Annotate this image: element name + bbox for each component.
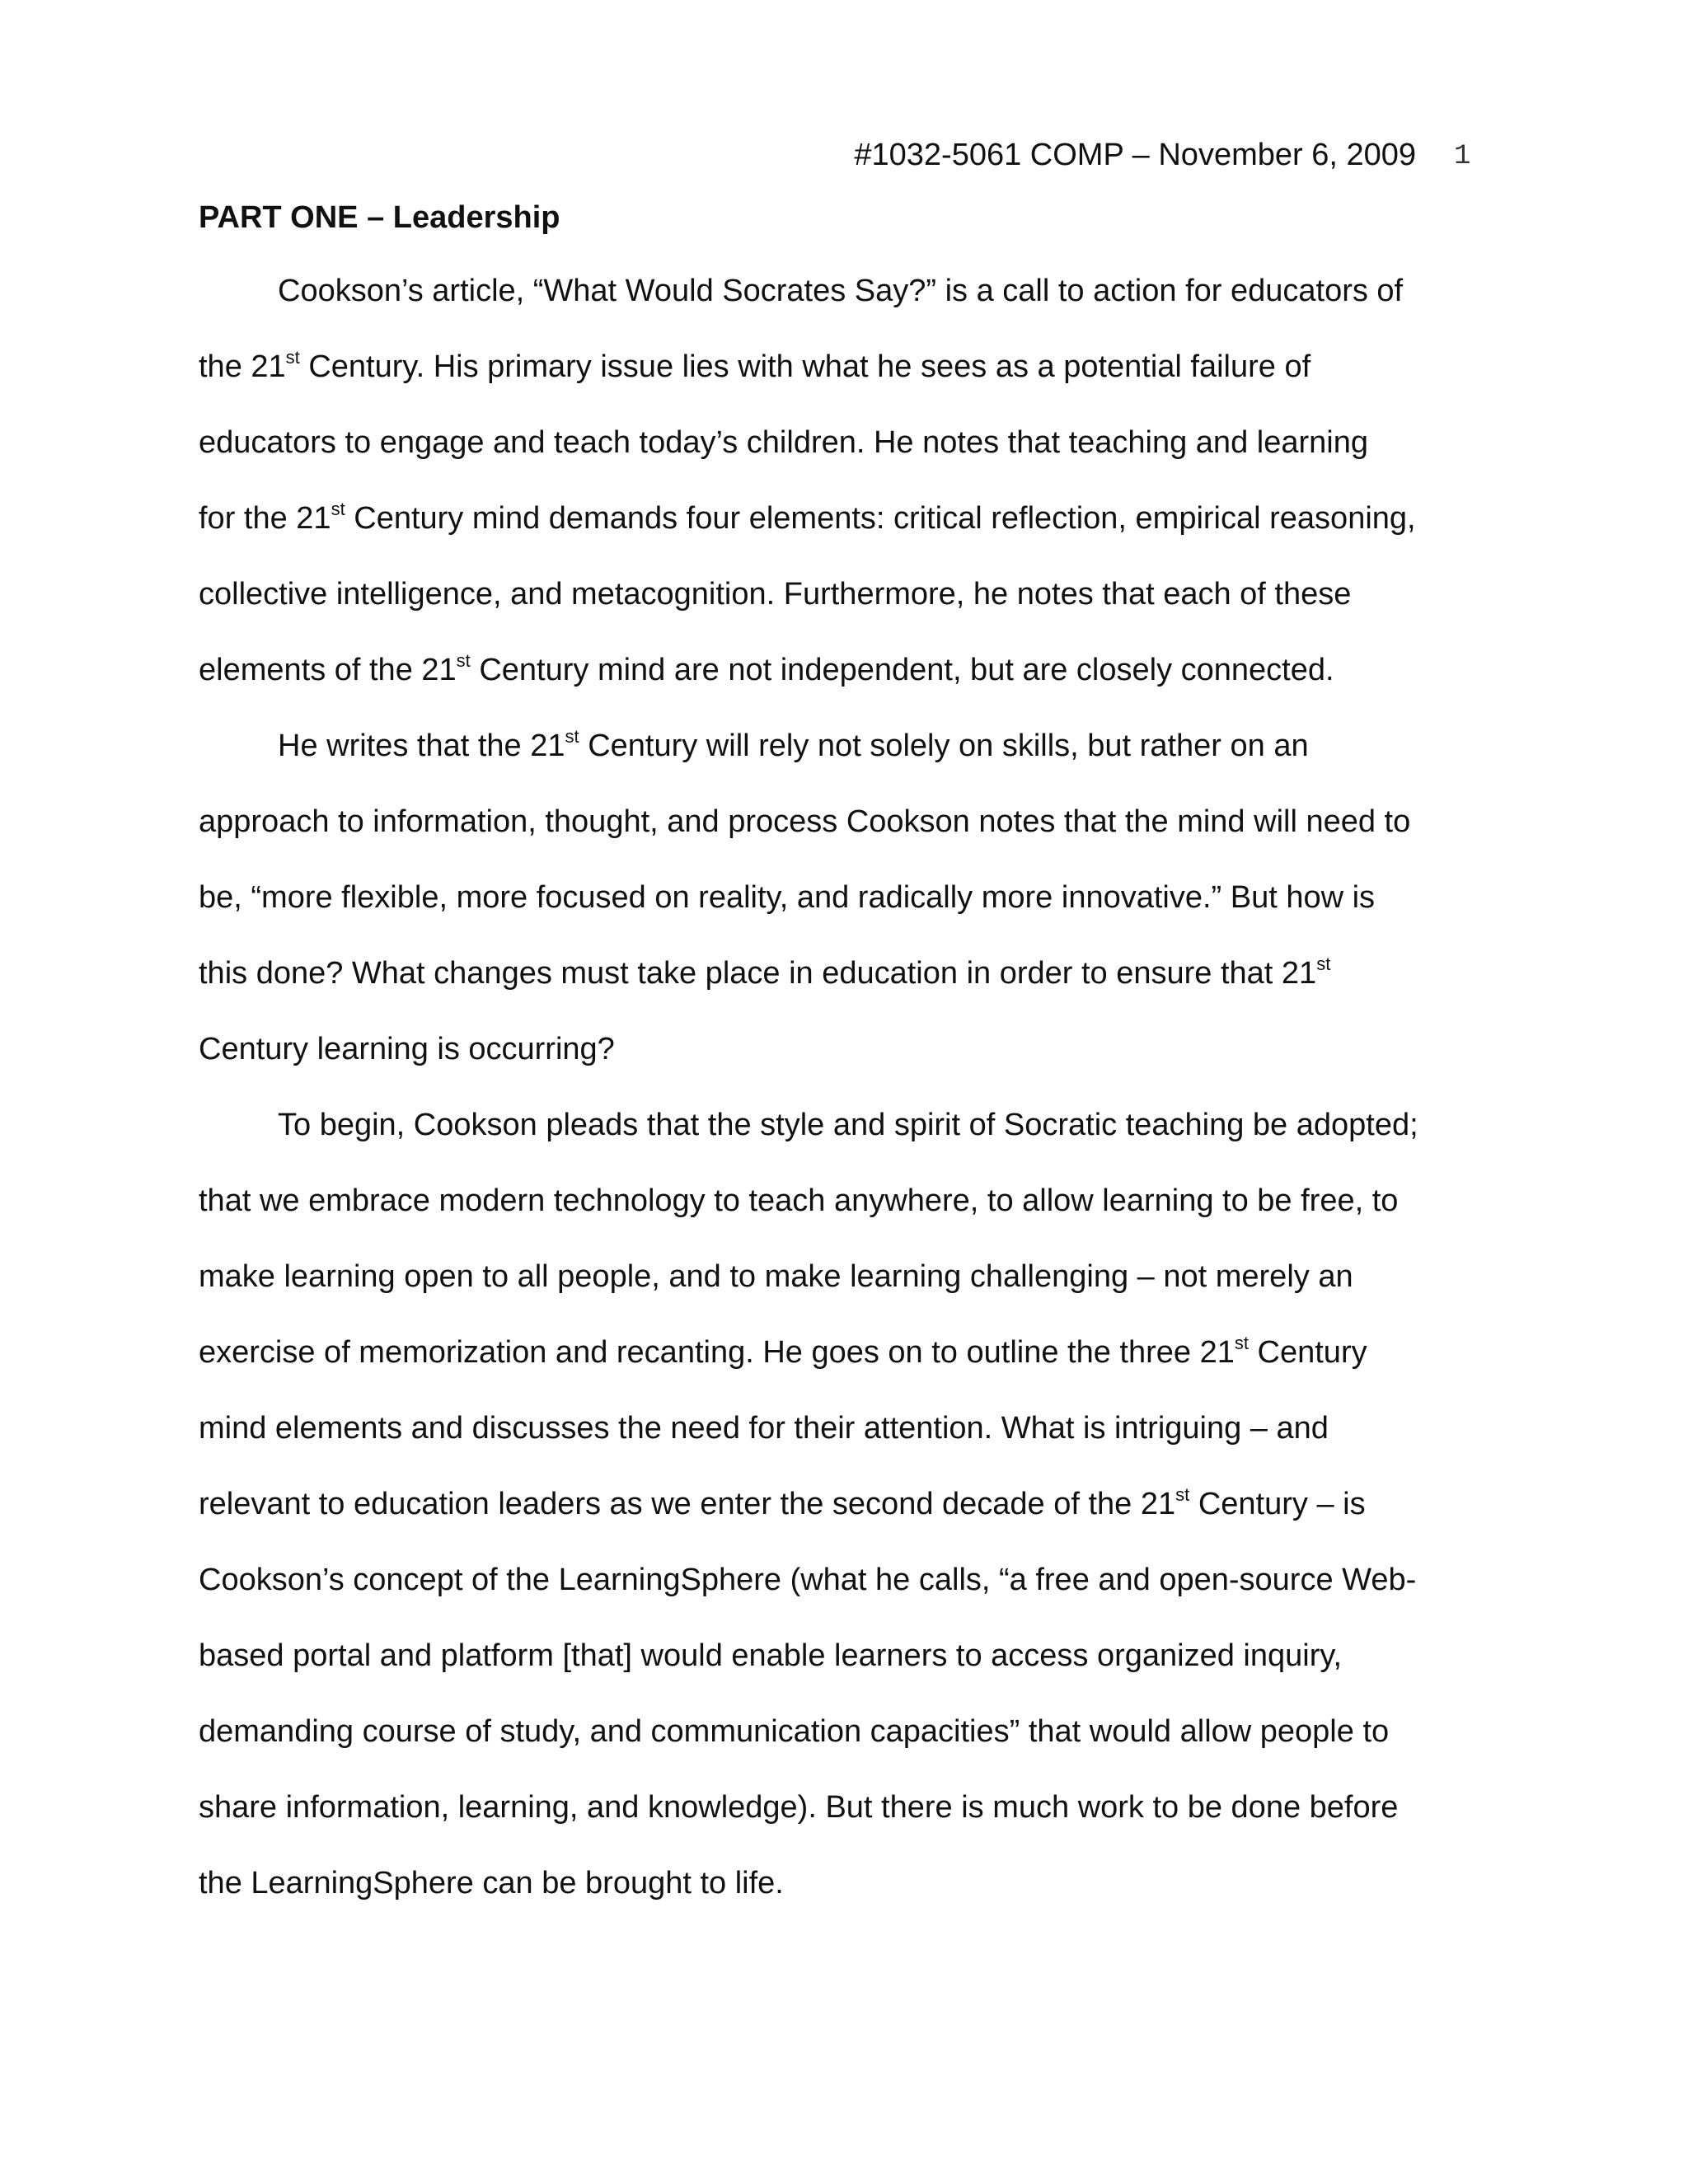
text-segment: that we embrace modern technology to teach anywhere, to allow learning to be free, to — [199, 1183, 1399, 1218]
text-segment: share information, learning, and knowledge). But there is much work to be done before — [199, 1790, 1399, 1825]
text-line — [199, 1479, 1517, 1555]
text-segment: relevant to education leaders as we enter the second decade of the 21 — [199, 1487, 1176, 1521]
text-segment: mind elements and discusses the need for their attention. What is intriguing – and — [199, 1411, 1329, 1446]
text-segment: Century. His primary issue lies with what he sees as a potential failure of — [299, 349, 1311, 384]
document-reference: #1032-5061 COMP – November 6, 2009 — [854, 138, 1416, 172]
text-line — [199, 1252, 1517, 1328]
text-segment: approach to information, thought, and process Cookson notes that the mind will need to — [199, 804, 1411, 839]
text-segment: He writes that the 21 — [278, 729, 565, 763]
text-line — [199, 342, 1517, 418]
superscript-ordinal: st — [456, 650, 471, 671]
text-segment: Century will rely not solely on skills, but rather on an — [579, 729, 1309, 763]
text-segment: Century — [1248, 1335, 1367, 1370]
text-line — [199, 266, 1517, 342]
text-segment: Century – is — [1189, 1487, 1366, 1521]
text-line — [199, 494, 1517, 569]
text-line — [199, 645, 1517, 721]
text-segment: educators to engage and teach today’s children. He notes that teaching and learning — [199, 425, 1368, 460]
text-line — [199, 1858, 1517, 1934]
text-segment: make learning open to all people, and to make learning challenging – not merely an — [199, 1259, 1353, 1294]
text-segment: Cookson’s article, “What Would Socrates Say?” is a call to action for educators of — [278, 274, 1404, 308]
text-segment: Cookson’s concept of the LearningSphere (what he calls, “a free and open-source Web- — [199, 1563, 1417, 1597]
text-line — [199, 797, 1517, 873]
text-line — [199, 1176, 1517, 1252]
text-segment: demanding course of study, and communication capacities” that would allow people to — [199, 1714, 1390, 1749]
body-text — [199, 266, 1517, 1934]
text-line — [199, 1328, 1517, 1404]
section-heading: PART ONE – Leadership — [199, 200, 560, 235]
text-segment: collective intelligence, and metacognition. Furthermore, he notes that each of these — [199, 577, 1352, 612]
superscript-ordinal: st — [1175, 1484, 1190, 1505]
superscript-ordinal: st — [1316, 954, 1331, 974]
text-line — [199, 1783, 1517, 1858]
text-segment: Century mind demands four elements: critical reflection, empirical reasoning, — [345, 501, 1416, 536]
text-line — [199, 1100, 1517, 1176]
text-line — [199, 1707, 1517, 1783]
text-segment: based portal and platform [that] would enable learners to access organized inquiry, — [199, 1638, 1343, 1673]
text-segment: for the 21 — [199, 501, 331, 536]
page-number: 1 — [1454, 141, 1471, 172]
text-line — [199, 873, 1517, 949]
superscript-ordinal: st — [1234, 1333, 1249, 1353]
text-line — [199, 418, 1517, 494]
text-line — [199, 949, 1517, 1024]
text-segment: the 21 — [199, 349, 286, 384]
text-line — [199, 1024, 1517, 1100]
text-line — [199, 1404, 1517, 1479]
text-segment: Century mind are not independent, but are closely connected. — [470, 653, 1334, 687]
superscript-ordinal: st — [565, 726, 579, 747]
text-segment: elements of the 21 — [199, 653, 457, 687]
text-segment: this done? What changes must take place in education in order to ensure that 21 — [199, 956, 1317, 991]
text-segment: the LearningSphere can be brought to life. — [199, 1866, 784, 1900]
superscript-ordinal: st — [331, 499, 345, 519]
superscript-ordinal: st — [285, 347, 300, 368]
text-line — [199, 1631, 1517, 1707]
text-segment: To begin, Cookson pleads that the style and spirit of Socratic teaching be adopted; — [278, 1108, 1418, 1142]
text-line — [199, 569, 1517, 645]
text-segment: be, “more flexible, more focused on reality, and radically more innovative.” But how is — [199, 880, 1376, 915]
text-segment: Century learning is occurring? — [199, 1032, 615, 1066]
text-line — [199, 1555, 1517, 1631]
page-header — [0, 130, 1484, 180]
text-line — [199, 721, 1517, 797]
text-segment: exercise of memorization and recanting. He goes on to outline the three 21 — [199, 1335, 1235, 1370]
